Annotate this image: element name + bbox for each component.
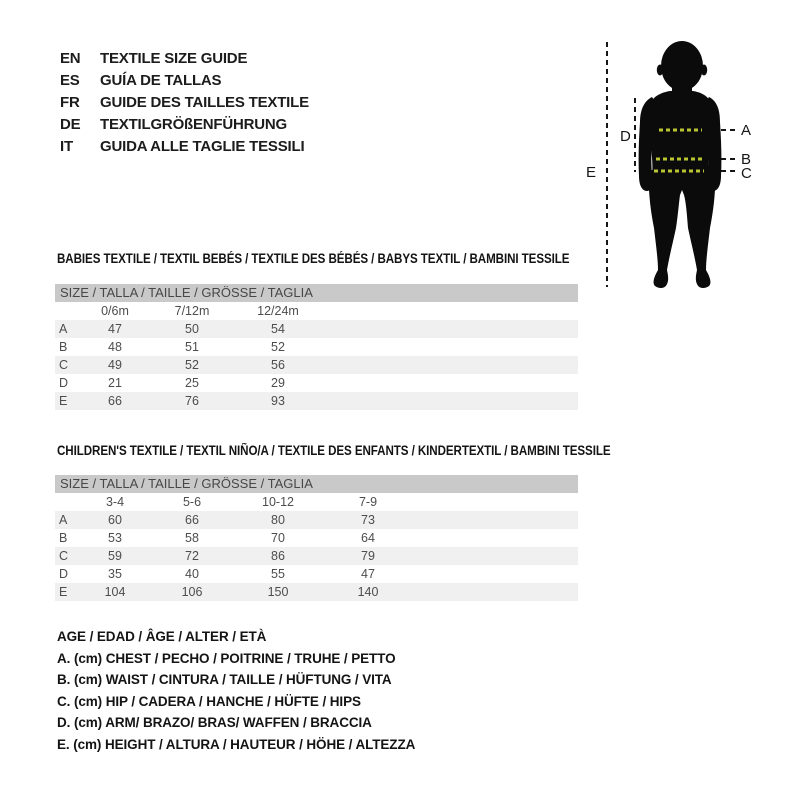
label-e: E — [586, 164, 597, 181]
table-row — [55, 547, 578, 565]
table-cell: 66 — [185, 513, 199, 527]
table-cell: 21 — [108, 376, 122, 390]
legend-hip: C. (cm) HIP / CADERA / HANCHE / HÜFTE / HIPS — [57, 693, 361, 709]
table-cell: 104 — [104, 585, 126, 599]
table-cell: 64 — [361, 531, 375, 545]
legend-chest: A. (cm) CHEST / PECHO / POITRINE / TRUHE / PETTO — [57, 650, 396, 666]
table-cell: 29 — [271, 376, 285, 390]
legend-height: E. (cm) HEIGHT / ALTURA / HAUTEUR / HÖHE / ALTEZZA — [57, 736, 416, 752]
table-cell: 80 — [271, 513, 285, 527]
column-header: 3-4 — [105, 495, 125, 509]
language-code: DE — [60, 115, 81, 133]
children-column-headers — [55, 493, 578, 511]
babies-table-header: SIZE / TALLA / TAILLE / GRÖSSE / TAGLIA — [55, 284, 578, 302]
table-row — [55, 511, 578, 529]
row-label: A — [59, 322, 68, 336]
language-title: TEXTILGRÖßENFÜHRUNG — [100, 115, 288, 133]
child-silhouette — [639, 41, 722, 288]
label-b: B — [741, 151, 752, 168]
language-list — [60, 47, 309, 157]
measurement-diagram — [585, 30, 800, 300]
legend-waist: B. (cm) WAIST / CINTURA / TAILLE / HÜFTUNG / VITA — [57, 672, 392, 688]
column-header: 5-6 — [182, 495, 202, 509]
table-cell: 51 — [185, 340, 199, 354]
row-label: B — [59, 531, 68, 545]
table-cell: 50 — [185, 322, 199, 336]
table-cell: 56 — [271, 358, 285, 372]
language-code: EN — [60, 49, 81, 67]
babies-table — [55, 284, 578, 410]
table-cell: 59 — [108, 549, 122, 563]
table-cell: 40 — [185, 567, 199, 581]
children-table-title: CHILDREN'S TEXTILE / TEXTIL NIÑO/A / TEXTILE DES ENFANTS / KINDERTEXTIL / BAMBINI TESSILE — [57, 443, 611, 458]
row-label: E — [59, 394, 68, 408]
language-code: FR — [60, 93, 80, 111]
table-cell: 93 — [271, 394, 285, 408]
language-row-it — [60, 135, 309, 157]
table-cell: 53 — [108, 531, 122, 545]
table-cell: 79 — [361, 549, 375, 563]
table-cell: 49 — [108, 358, 122, 372]
table-cell: 54 — [271, 322, 285, 336]
table-cell: 60 — [108, 513, 122, 527]
table-cell: 66 — [108, 394, 122, 408]
table-cell: 150 — [267, 585, 289, 599]
language-code: ES — [60, 71, 80, 89]
column-header: 7-9 — [358, 495, 378, 509]
table-cell: 106 — [181, 585, 203, 599]
table-cell: 70 — [271, 531, 285, 545]
children-table — [55, 475, 578, 601]
column-header: 12/24m — [257, 304, 299, 318]
measurement-legend — [57, 626, 415, 756]
table-cell: 73 — [361, 513, 375, 527]
table-row — [55, 338, 578, 356]
table-row — [55, 374, 578, 392]
table-cell: 35 — [108, 567, 122, 581]
row-label: A — [59, 513, 68, 527]
table-cell: 47 — [361, 567, 375, 581]
table-cell: 140 — [357, 585, 379, 599]
row-label: D — [59, 567, 69, 581]
row-label: D — [59, 376, 69, 390]
language-title: GUIDE DES TAILLES TEXTILE — [100, 93, 309, 111]
table-cell: 76 — [185, 394, 199, 408]
label-c: C — [741, 165, 752, 182]
language-row-en — [60, 47, 309, 69]
language-code: IT — [60, 137, 73, 155]
children-table-header: SIZE / TALLA / TAILLE / GRÖSSE / TAGLIA — [55, 475, 578, 493]
label-d: D — [620, 128, 631, 145]
table-cell: 52 — [271, 340, 285, 354]
language-row-fr — [60, 91, 309, 113]
row-label: C — [59, 358, 69, 372]
table-cell: 55 — [271, 567, 285, 581]
child-silhouette-figure — [585, 30, 800, 300]
babies-column-headers — [55, 302, 578, 320]
table-cell: 52 — [185, 358, 199, 372]
legend-age: AGE / EDAD / ÂGE / ALTER / ETÀ — [57, 629, 267, 644]
table-row — [55, 583, 578, 601]
row-label: E — [59, 585, 68, 599]
table-row — [55, 356, 578, 374]
table-row — [55, 565, 578, 583]
label-a: A — [741, 122, 752, 139]
table-row — [55, 320, 578, 338]
language-title: GUÍA DE TALLAS — [100, 71, 222, 89]
table-cell: 47 — [108, 322, 122, 336]
language-title: GUIDA ALLE TAGLIE TESSILI — [100, 137, 305, 155]
column-header: 0/6m — [101, 304, 129, 318]
table-cell: 58 — [185, 531, 199, 545]
language-row-es — [60, 69, 309, 91]
legend-arm: D. (cm) ARM/ BRAZO/ BRAS/ WAFFEN / BRACCIA — [57, 715, 372, 731]
table-cell: 86 — [271, 549, 285, 563]
row-label: B — [59, 340, 68, 354]
language-title: TEXTILE SIZE GUIDE — [100, 49, 248, 67]
table-cell: 48 — [108, 340, 122, 354]
table-row — [55, 529, 578, 547]
language-row-de — [60, 113, 309, 135]
babies-table-title: BABIES TEXTILE / TEXTIL BEBÉS / TEXTILE DES BÉBÉS / BABYS TEXTIL / BAMBINI TESSILE — [57, 251, 570, 266]
column-header: 10-12 — [262, 495, 294, 509]
table-cell: 72 — [185, 549, 199, 563]
table-cell: 25 — [185, 376, 199, 390]
table-row — [55, 392, 578, 410]
row-label: C — [59, 549, 69, 563]
column-header: 7/12m — [174, 304, 210, 318]
